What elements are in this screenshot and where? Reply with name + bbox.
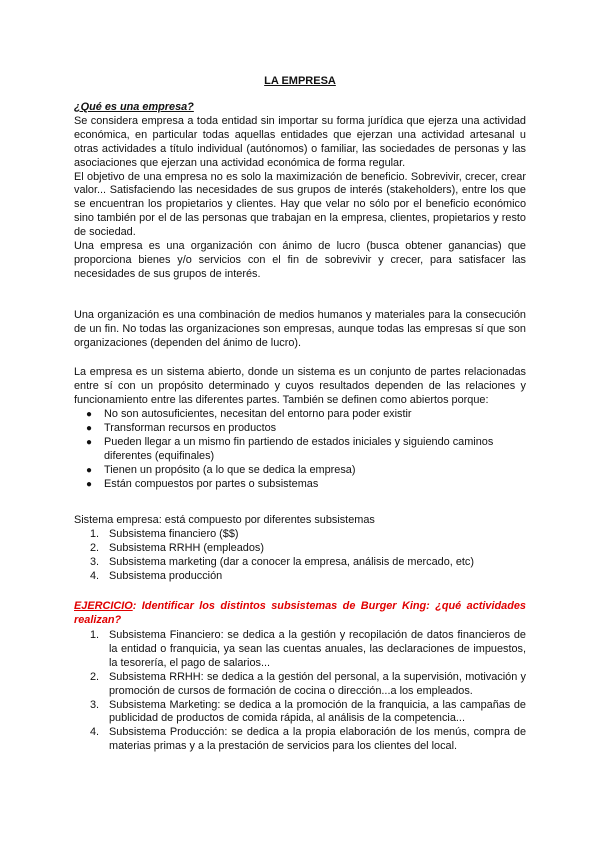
bullet-icon: ● [86, 422, 93, 434]
list-item: 3. Subsistema Marketing: se dedica a la promoción de la franquicia, a las campañas de publicidad de productos de comida rápida, al análisis de la competencia... [90, 698, 526, 725]
list-item: ● Tienen un propósito (a lo que se dedica la empresa) [86, 463, 356, 476]
bullet-icon: ● [86, 464, 93, 476]
paragraph-profit: Una empresa es una organización con ánimo de lucro (busca obtener ganancias) que proporciona bienes y/o servicios con el fin de sobrevivir y crecer, para satisfacer las necesidades de sus grupos de interés. [74, 240, 526, 280]
open-system-bullet-list [74, 408, 526, 491]
list-item: 3. Subsistema marketing (dar a conocer la empresa, análisis de mercado, etc) [90, 555, 475, 568]
section-what-is-company [74, 101, 526, 282]
list-item: ● Transforman recursos en productos [86, 421, 277, 434]
exercise-label: EJERCICIO [74, 600, 133, 612]
bullet-icon: ● [86, 409, 93, 420]
list-item: 2. Subsistema RRHH (empleados) [90, 541, 264, 554]
list-item: 1. Subsistema Financiero: se dedica a la gestión y recopilación de datos financieros de la entidad o franquicia, ya sean las cuentas anuales, las declaraciones de impuestos, la tesorería, el pago de salarios... [90, 629, 526, 669]
list-item: 4. Subsistema Producción: se dedica a la propia elaboración de los menús, compra de materias primas y a la prestación de servicios para los clientes del local. [90, 726, 526, 753]
list-item: ● Están compuestos por partes o subsistemas [86, 477, 319, 490]
bullet-icon: ● [86, 436, 93, 448]
list-item: 1. Subsistema financiero ($$) [90, 528, 239, 540]
paragraph-open-system: La empresa es un sistema abierto, donde un sistema es un conjunto de partes relacionadas entre sí con un propósito determinado y cuyos resultados dependen de las relaciones y funcionamiento entre las diferentes partes. También se definen como abiertos porque: [74, 366, 526, 406]
paragraph-objective: El objetivo de una empresa no es solo la maximización de beneficio. Sobrevivir, crecer, crear valor... Satisfaciendo las necesidades de sus grupos de interés (stakeholders), entre los que se encuentran los propietarios y clientes. Hay que velar no sólo por el beneficio económico sino también por el de las personas que trabajan en la empresa, clientes, propietarios y resto de sociedad. [74, 170, 526, 239]
list-item: 2. Subsistema RRHH: se dedica a la gestión del personal, a la supervisión, motivación y promoción de cursos de formación de cocina o dirección...a los empleados. [90, 670, 526, 697]
paragraph-organization: Una organización es una combinación de medios humanos y materiales para la consecución de un fin. No todas las organizaciones son empresas, aunque todas las empresas sí que son organizaciones (dependen del ánimo de lucro). [74, 309, 526, 349]
list-item: ● No son autosuficientes, necesitan del entorno para poder existir [86, 408, 412, 420]
exercise-heading [74, 600, 526, 628]
paragraph-definition: Se considera empresa a toda entidad sin importar su forma jurídica que ejerza una actividad económica, en particular todas aquellas entidades que ejerzan una actividad artesanal u otras actividades a título individual (autónomos) o familiar, las sociedades de personas y las asociaciones que ejerzan una actividad económica de forma regular. [74, 114, 526, 169]
bullet-icon: ● [86, 478, 93, 490]
exercise-answers-list [74, 629, 526, 754]
list-item: ● Pueden llegar a un mismo fin partiendo de estados iniciales y siguiendo caminos diferentes (equifinales) [86, 435, 494, 462]
list-item: 4. Subsistema producción [90, 569, 223, 582]
subsystems-list [74, 528, 526, 584]
section-heading: ¿Qué es una empresa? [74, 101, 194, 113]
subsystems-intro: Sistema empresa: está compuesto por diferentes subsistemas [74, 514, 375, 526]
exercise-question: : Identificar los distintos subsistemas de Burger King: ¿qué actividades realizan? [74, 600, 526, 626]
document-title: LA EMPRESA [264, 75, 336, 87]
